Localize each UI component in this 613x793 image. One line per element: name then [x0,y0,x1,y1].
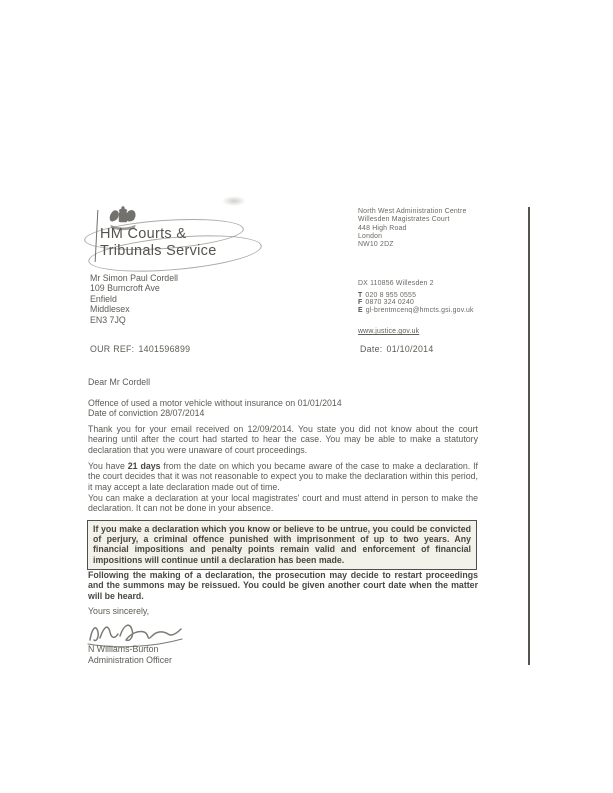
email-value: gl-brentmcenq@hmcts.gsi.gov.uk [365,306,474,314]
paragraph-21-days-pre: You have [88,461,128,471]
scan-smudge-artifact [222,196,246,206]
salutation: Dear Mr Cordell [88,377,151,387]
paragraph-local-court: You can make a declaration at your local magistrates' court and must attend in person to make the declaration. It can not be done in your absence. [88,493,478,514]
recipient-address-line: 109 Burncroft Ave [90,283,160,294]
letterhead-title-line1: HM Courts & [100,226,187,242]
paragraph-email-received: Thank you for your email received on 12/09/2014. You state you did not know about the court hearing until after the court had started to hear the case. You may be able to make a statutory declaration that you were unaware of court proceedings. [88,424,478,455]
perjury-warning-box: If you make a declaration which you know or believe to be untrue, you could be convicted of perjury, a criminal offence punished with imprisonment of up to two years. Any financial impositions and penalty points remain valid and enforcement of financial impositions will continue until a declaration has been made. [87,520,477,570]
signatory-name: N Williams-Burton [88,644,159,654]
office-address-line: London [358,232,383,240]
valediction: Yours sincerely, [88,606,150,616]
fax-value: 0870 324 0240 [365,299,415,307]
date-line [360,344,434,354]
contact-block [358,292,474,314]
office-address [358,208,467,249]
signatory-title: Administration Officer [88,655,172,665]
fax-label: F [358,299,363,307]
date-label: Date: [360,344,383,354]
paragraph-restart-proceedings: Following the making of a declaration, the prosecution may decide to restart proceedings and the summons may be reissued. You could be given another court date when the matter will be heard. [88,570,478,601]
subject-block [88,398,478,419]
email-label: E [358,306,363,314]
recipient-address-line: Enfield [90,293,117,304]
office-address-line: 448 High Road [358,224,407,232]
letterhead-title [100,226,217,259]
recipient-address-line: Mr Simon Paul Cordell [90,273,178,283]
reference-label: OUR REF: [90,344,135,354]
recipient-address-line: EN3 7JQ [90,314,126,325]
recipient-address [90,273,178,325]
phone-line [358,292,474,299]
fax-line [358,299,474,306]
reference-line [90,344,190,354]
paragraph-21-days [88,461,478,492]
email-line [358,307,474,314]
letterhead-title-line2: Tribunals Service [100,242,217,259]
office-address-line: North West Administration Centre [358,208,467,215]
subject-line-conviction: Date of conviction 28/07/2014 [88,408,205,419]
office-address-line: Willesden Magistrates Court [358,216,450,224]
phone-label: T [358,292,363,299]
recipient-address-line: Middlesex [90,304,130,315]
scan-edge-line-artifact [528,207,530,665]
paragraph-21-days-bold: 21 days [127,461,161,471]
dx-line: DX 110856 Willesden 2 [358,280,434,287]
phone-value: 020 8 955 0555 [365,292,417,299]
office-address-line: NW10 2DZ [358,241,394,249]
reference-value: 1401596899 [138,344,191,354]
subject-line-offence: Offence of used a motor vehicle without insurance on 01/01/2014 [88,398,342,408]
date-value: 01/10/2014 [386,344,434,354]
website-link: www.justice.gov.uk [358,328,420,335]
paragraph-21-days-post: from the date on which you became aware of the case to make a declaration. If the court decides that it was not reasonable to expect you to make the declaration within this period, it may accept a late declaration made out of time. [88,461,478,492]
